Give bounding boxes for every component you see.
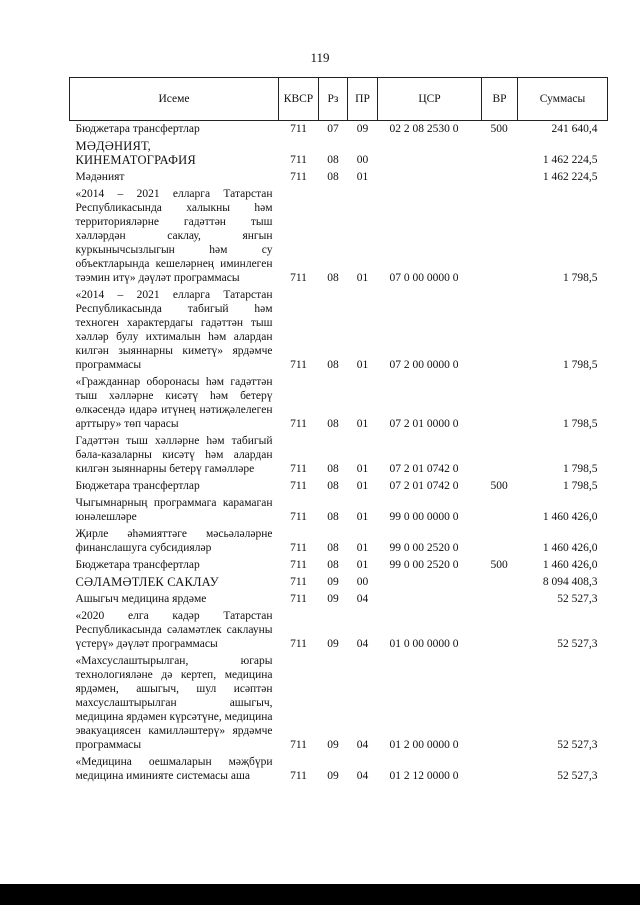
table-row [70,374,608,433]
cell-csr [378,591,482,608]
cell-sum: 52 527,3 [557,638,598,650]
table-row [70,574,608,591]
cell-vr [482,495,518,526]
cell-csr: 02 2 08 2530 0 [389,123,459,135]
header-vr: ВР [482,78,518,121]
cell-vr: 500 [490,480,508,492]
cell-sum: 52 527,3 [557,770,598,782]
cell-vr: 500 [490,559,508,571]
cell-pr: 01 [356,511,369,523]
header-pr: ПР [348,78,378,121]
cell-pr: 01 [356,171,369,183]
cell-sum: 1 798,5 [563,463,598,475]
cell-vr [482,169,518,186]
table-row [70,526,608,557]
cell-kvsr: 711 [290,418,307,430]
cell-vr [482,433,518,478]
cell-kvsr: 711 [290,576,307,588]
cell-name: Бюджетара трансфертлар [75,559,200,571]
cell-name: «Медицина оешмаларын мәҗбүри медицина иминияте системасы аша [75,756,273,782]
table-row [70,608,608,653]
cell-pr: 01 [356,272,369,284]
cell-csr: 07 2 01 0742 0 [389,463,459,475]
cell-rz: 08 [327,480,339,492]
cell-csr: 07 2 01 0742 0 [389,480,459,492]
cell-rz: 09 [327,638,339,650]
cell-csr: 99 0 00 0000 0 [389,511,459,523]
cell-pr: 01 [356,463,369,475]
cell-rz: 08 [327,272,339,284]
cell-rz: 07 [327,123,339,135]
cell-kvsr: 711 [290,593,307,605]
cell-csr [378,138,482,169]
cell-name: «2014 – 2021 елларга Татарстан Республикасында табигый һәм техноген характердагы гадәттән тыш хәлләр булу ихтималын һәм алардан килгән зыяннарны киметү» ярдәмче программасы [75,289,273,371]
cell-pr: 01 [356,542,369,554]
cell-rz: 08 [327,418,339,430]
cell-rz: 08 [327,359,339,371]
cell-name: «Махсуслаштырылган, югары технологияләне дә кертеп, медицина ярдәмен, ашыгыч, шул исәптән махсуслаштырылган ашыгыч, медицина ярдәмен күрсәтүне, медицина эвакуациясен камилләштерү» ярдәмче программасы [75,655,273,751]
cell-rz: 09 [327,576,339,588]
cell-kvsr: 711 [290,739,307,751]
cell-sum: 8 094 408,3 [542,576,598,588]
table-row [70,478,608,495]
table-row [70,169,608,186]
cell-vr [482,287,518,374]
cell-name: Чыгымнарның программага карамаган юнәлешләре [75,497,273,523]
cell-vr [482,374,518,433]
table-row [70,557,608,574]
cell-csr: 01 2 00 0000 0 [389,739,459,751]
cell-vr [482,526,518,557]
cell-pr: 09 [356,123,369,135]
cell-rz: 08 [327,171,339,183]
cell-csr: 07 2 01 0000 0 [389,418,459,430]
table-row [70,121,608,139]
cell-kvsr: 711 [290,171,307,183]
cell-csr: 01 0 00 0000 0 [389,638,459,650]
cell-name: Ашыгыч медицина ярдәме [75,593,207,605]
cell-name: СӘЛАМӘТЛЕК САКЛАУ [75,575,219,589]
cell-sum: 1 462 224,5 [542,171,598,183]
cell-vr [482,574,518,591]
cell-rz: 08 [327,511,339,523]
header-kvsr: КВСР [279,78,319,121]
cell-sum: 241 640,4 [551,123,598,135]
cell-kvsr: 711 [290,123,307,135]
page-number: 119 [310,50,330,65]
cell-kvsr: 711 [290,542,307,554]
table-row [70,754,608,785]
cell-csr: 99 0 00 2520 0 [389,559,459,571]
cell-sum: 1 460 426,0 [542,511,598,523]
cell-csr: 07 0 00 0000 0 [389,272,459,284]
cell-rz: 09 [327,770,339,782]
cell-kvsr: 711 [290,638,307,650]
cell-name: «2020 елга кадәр Татарстан Республикасында сәламәтлек саклауны үстерү» дәүләт программасы [75,610,273,650]
cell-name: «Гражданнар оборонасы һәм гадәттән тыш хәлләрне кисәтү һәм бетерү өлкәсендә идарә итүнең нәтиҗәлелеген арттыру» төп чарасы [75,376,273,430]
cell-pr: 01 [356,559,369,571]
table-row [70,653,608,754]
cell-sum: 1 798,5 [563,480,598,492]
cell-rz: 08 [327,463,339,475]
cell-pr: 01 [356,418,369,430]
table-row [70,433,608,478]
cell-pr: 04 [356,739,369,751]
cell-kvsr: 711 [290,463,307,475]
cell-name: «2014 – 2021 елларга Татарстан Республикасында халыкны һәм территорияләрне гадәттән тыш хәлләрдән саклау, янгын куркынычсызлыгын һәм су объектларында кешеләрнең иминлеген тәэмин итү» дәүләт программасы [75,188,273,284]
cell-csr: 99 0 00 2520 0 [389,542,459,554]
cell-kvsr: 711 [290,272,307,284]
cell-vr [482,608,518,653]
budget-table [69,77,608,785]
cell-sum: 1 460 426,0 [542,559,598,571]
header-name: Исеме [70,78,279,121]
cell-kvsr: 711 [290,480,307,492]
cell-vr [482,138,518,169]
cell-rz: 09 [327,593,339,605]
header-csr: ЦСР [378,78,482,121]
table-row [70,287,608,374]
cell-pr: 00 [356,154,369,166]
cell-csr [378,574,482,591]
cell-name: Җирле әһәмияттәге мәсьәләләрне финанслашуга субсидияләр [75,528,273,554]
cell-pr: 00 [356,576,369,588]
cell-csr [378,169,482,186]
cell-vr: 500 [490,123,508,135]
table-body [70,121,608,786]
cell-name: МӘДӘНИЯТ, КИНЕМАТОГРАФИЯ [75,139,196,167]
cell-name: Гадәттән тыш хәлләрне һәм табигый бәла-казаларны кисәтү һәм алардан килгән зыяннарны бетерү гамәлләре [75,435,273,475]
cell-pr: 04 [356,593,369,605]
cell-vr [482,754,518,785]
cell-sum: 52 527,3 [557,593,598,605]
cell-kvsr: 711 [290,154,307,166]
cell-sum: 1 798,5 [563,272,598,284]
cell-kvsr: 711 [290,770,307,782]
table-row [70,138,608,169]
table-row [70,186,608,287]
cell-kvsr: 711 [290,359,307,371]
cell-vr [482,186,518,287]
cell-kvsr: 711 [290,511,307,523]
table-row [70,591,608,608]
cell-sum: 1 798,5 [563,359,598,371]
cell-pr: 04 [356,638,369,650]
cell-rz: 08 [327,154,339,166]
cell-rz: 09 [327,739,339,751]
header-sum: Суммасы [518,78,608,121]
cell-sum: 52 527,3 [557,739,598,751]
cell-vr [482,591,518,608]
cell-csr: 01 2 12 0000 0 [389,770,459,782]
header-row [70,78,608,121]
scan-bottom-edge [0,884,640,905]
header-rz: Рз [319,78,348,121]
cell-vr [482,653,518,754]
cell-sum: 1 462 224,5 [542,154,598,166]
cell-pr: 01 [356,359,369,371]
cell-name: Бюджетара трансфертлар [75,123,200,135]
cell-pr: 01 [356,480,369,492]
cell-kvsr: 711 [290,559,307,571]
table-row [70,495,608,526]
cell-rz: 08 [327,559,339,571]
cell-rz: 08 [327,542,339,554]
cell-pr: 04 [356,770,369,782]
cell-sum: 1 798,5 [563,418,598,430]
cell-sum: 1 460 426,0 [542,542,598,554]
cell-name: Бюджетара трансфертлар [75,480,200,492]
cell-name: Мәдәният [75,171,125,183]
cell-csr: 07 2 00 0000 0 [389,359,459,371]
